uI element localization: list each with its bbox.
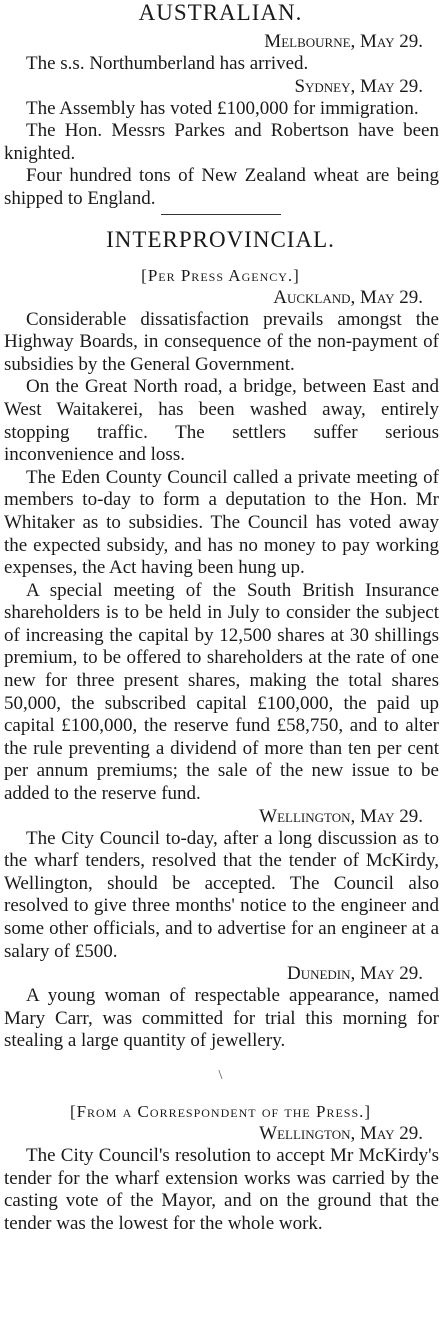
dateline-dunedin: Dunedin, May 29. <box>286 963 423 985</box>
paragraph-highway-boards: Considerable dissatisfaction prevails amongst the Highway Boards, in consequence of the non-payment of subsidies by the General Government. <box>4 308 439 375</box>
paragraph-city-council: The City Council to-day, after a long discussion as to the wharf tenders, resolved that the tender of McKirdy, Wellington, should be accepted. The Council also resolved to give three months' notice to the engineer and some other officials, and to advertise for an engineer at a salary of £500. <box>4 827 439 962</box>
correspondent-credit: [From a Correspondent of the Press.] <box>69 1101 372 1121</box>
paragraph-mary-carr: A young woman of respectable appearance, named Mary Carr, was committed for trial this morning for stealing a large quantity of jewellery. <box>4 985 439 1052</box>
dateline-sydney: Sydney, May 29. <box>294 75 423 97</box>
dateline-auckland: Auckland, May 29. <box>273 286 423 308</box>
dateline-wellington-correspondent: Wellington, May 29. <box>259 1122 423 1144</box>
section-heading-australian: AUSTRALIAN. <box>138 0 303 25</box>
agency-credit: [Per Press Agency.] <box>141 265 300 285</box>
paragraph-wheat: Four hundred tons of New Zealand wheat are being shipped to England. <box>4 165 439 209</box>
paragraph-immigration: The Assembly has voted £100,000 for immigration. <box>26 97 419 119</box>
section-divider <box>161 214 281 215</box>
paragraph-northumberland: The s.s. Northumberland has arrived. <box>26 53 309 74</box>
paragraph-bridge: On the Great North road, a bridge, between East and West Waitakerei, has been washed away, entirely stopping traffic. The settlers suffer serious inconvenience and loss. <box>4 376 439 466</box>
paragraph-wharf-extension: The City Council's resolution to accept Mr McKirdy's tender for the wharf extension works was carried by the casting vote of the Mayor, and on the ground that the tender was the lowest for the whole work. <box>4 1144 439 1234</box>
dateline-wellington: Wellington, May 29. <box>259 805 423 827</box>
paragraph-eden-county: The Eden County Council called a private meeting of members to-day to form a deputation to the Hon. Mr Whitaker as to subsidies. The Council has voted away the expected subsidy, and has no money to pay working expenses, the Act having been hung up. <box>4 466 439 579</box>
separator-mark: \ <box>218 1067 223 1083</box>
paragraph-south-british: A special meeting of the South British Insurance shareholders is to be held in July to consider the subject of increasing the capital by 12,500 shares at 30 shillings premium, to be offered to shareholders at the rate of one new for three present shares, making the total shares 50,000, the subscribed capital £100,000, the paid up capital £100,000, the reserve fund £58,750, and to alter the rule preventing a dividend of more than ten per cent per annum premiums; the sale of the new issue to be added to the reserve fund. <box>4 579 439 805</box>
section-heading-interprovincial: INTERPROVINCIAL. <box>106 226 335 252</box>
dateline-melbourne: Melbourne, May 29. <box>264 31 423 52</box>
paragraph-knighted: The Hon. Messrs Parkes and Robertson have been knighted. <box>4 120 439 164</box>
